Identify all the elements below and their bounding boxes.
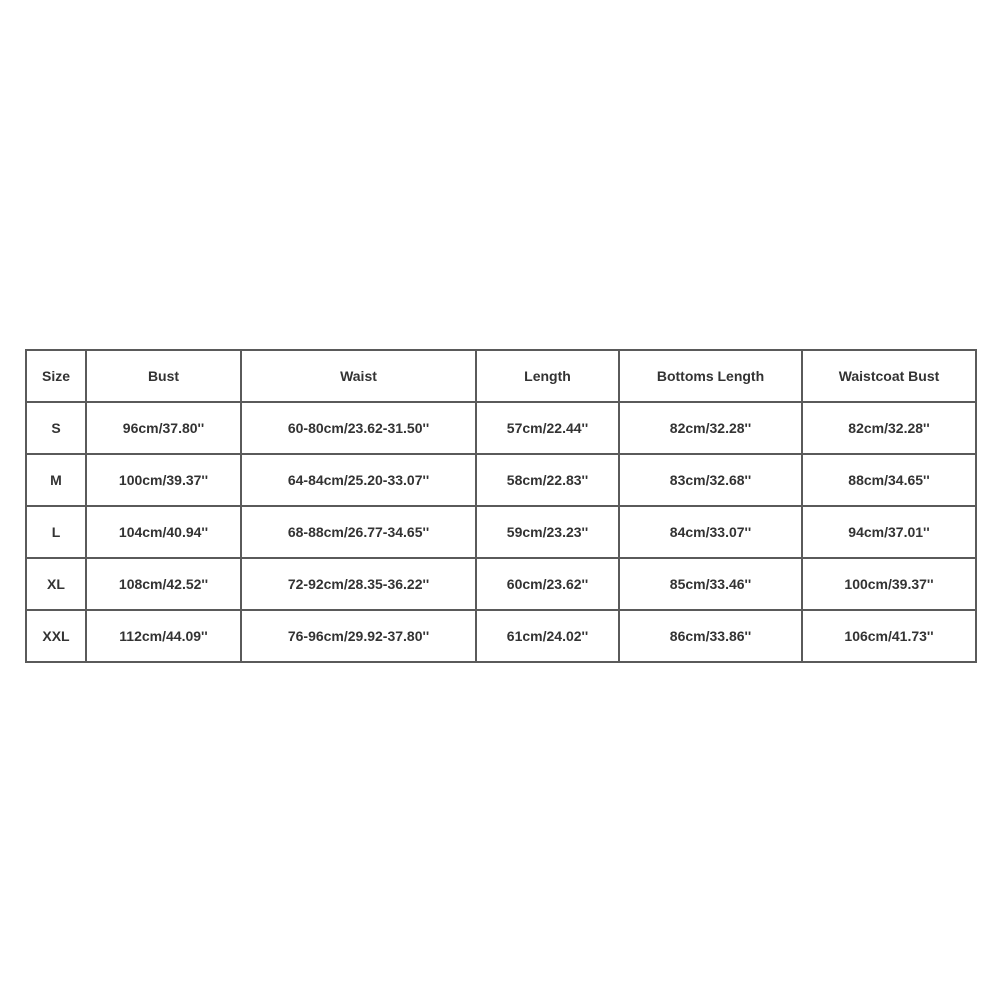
cell-bottoms-length: 83cm/32.68'' [619,454,802,506]
cell-length: 59cm/23.23'' [476,506,619,558]
cell-waistcoat-bust: 94cm/37.01'' [802,506,976,558]
cell-bust: 96cm/37.80'' [86,402,241,454]
cell-bust: 100cm/39.37'' [86,454,241,506]
table-row [26,610,976,662]
cell-waist: 68-88cm/26.77-34.65'' [241,506,476,558]
cell-size: XXL [26,610,86,662]
cell-bust: 104cm/40.94'' [86,506,241,558]
cell-size: L [26,506,86,558]
header-bust: Bust [86,350,241,402]
header-waist: Waist [241,350,476,402]
header-waistcoat-bust: Waistcoat Bust [802,350,976,402]
cell-waistcoat-bust: 100cm/39.37'' [802,558,976,610]
cell-waist: 60-80cm/23.62-31.50'' [241,402,476,454]
cell-bust: 112cm/44.09'' [86,610,241,662]
cell-waist: 76-96cm/29.92-37.80'' [241,610,476,662]
cell-size: XL [26,558,86,610]
cell-size: S [26,402,86,454]
cell-waistcoat-bust: 82cm/32.28'' [802,402,976,454]
cell-waist: 64-84cm/25.20-33.07'' [241,454,476,506]
cell-waistcoat-bust: 88cm/34.65'' [802,454,976,506]
table-row [26,402,976,454]
cell-bottoms-length: 84cm/33.07'' [619,506,802,558]
table-row [26,506,976,558]
header-size: Size [26,350,86,402]
cell-length: 60cm/23.62'' [476,558,619,610]
cell-bottoms-length: 86cm/33.86'' [619,610,802,662]
table-header-row [26,350,976,402]
size-chart-table [25,349,977,663]
cell-length: 58cm/22.83'' [476,454,619,506]
table-row [26,454,976,506]
header-length: Length [476,350,619,402]
cell-waistcoat-bust: 106cm/41.73'' [802,610,976,662]
cell-length: 61cm/24.02'' [476,610,619,662]
cell-waist: 72-92cm/28.35-36.22'' [241,558,476,610]
cell-bottoms-length: 82cm/32.28'' [619,402,802,454]
cell-bottoms-length: 85cm/33.46'' [619,558,802,610]
cell-length: 57cm/22.44'' [476,402,619,454]
table-row [26,558,976,610]
header-bottoms-length: Bottoms Length [619,350,802,402]
cell-bust: 108cm/42.52'' [86,558,241,610]
cell-size: M [26,454,86,506]
